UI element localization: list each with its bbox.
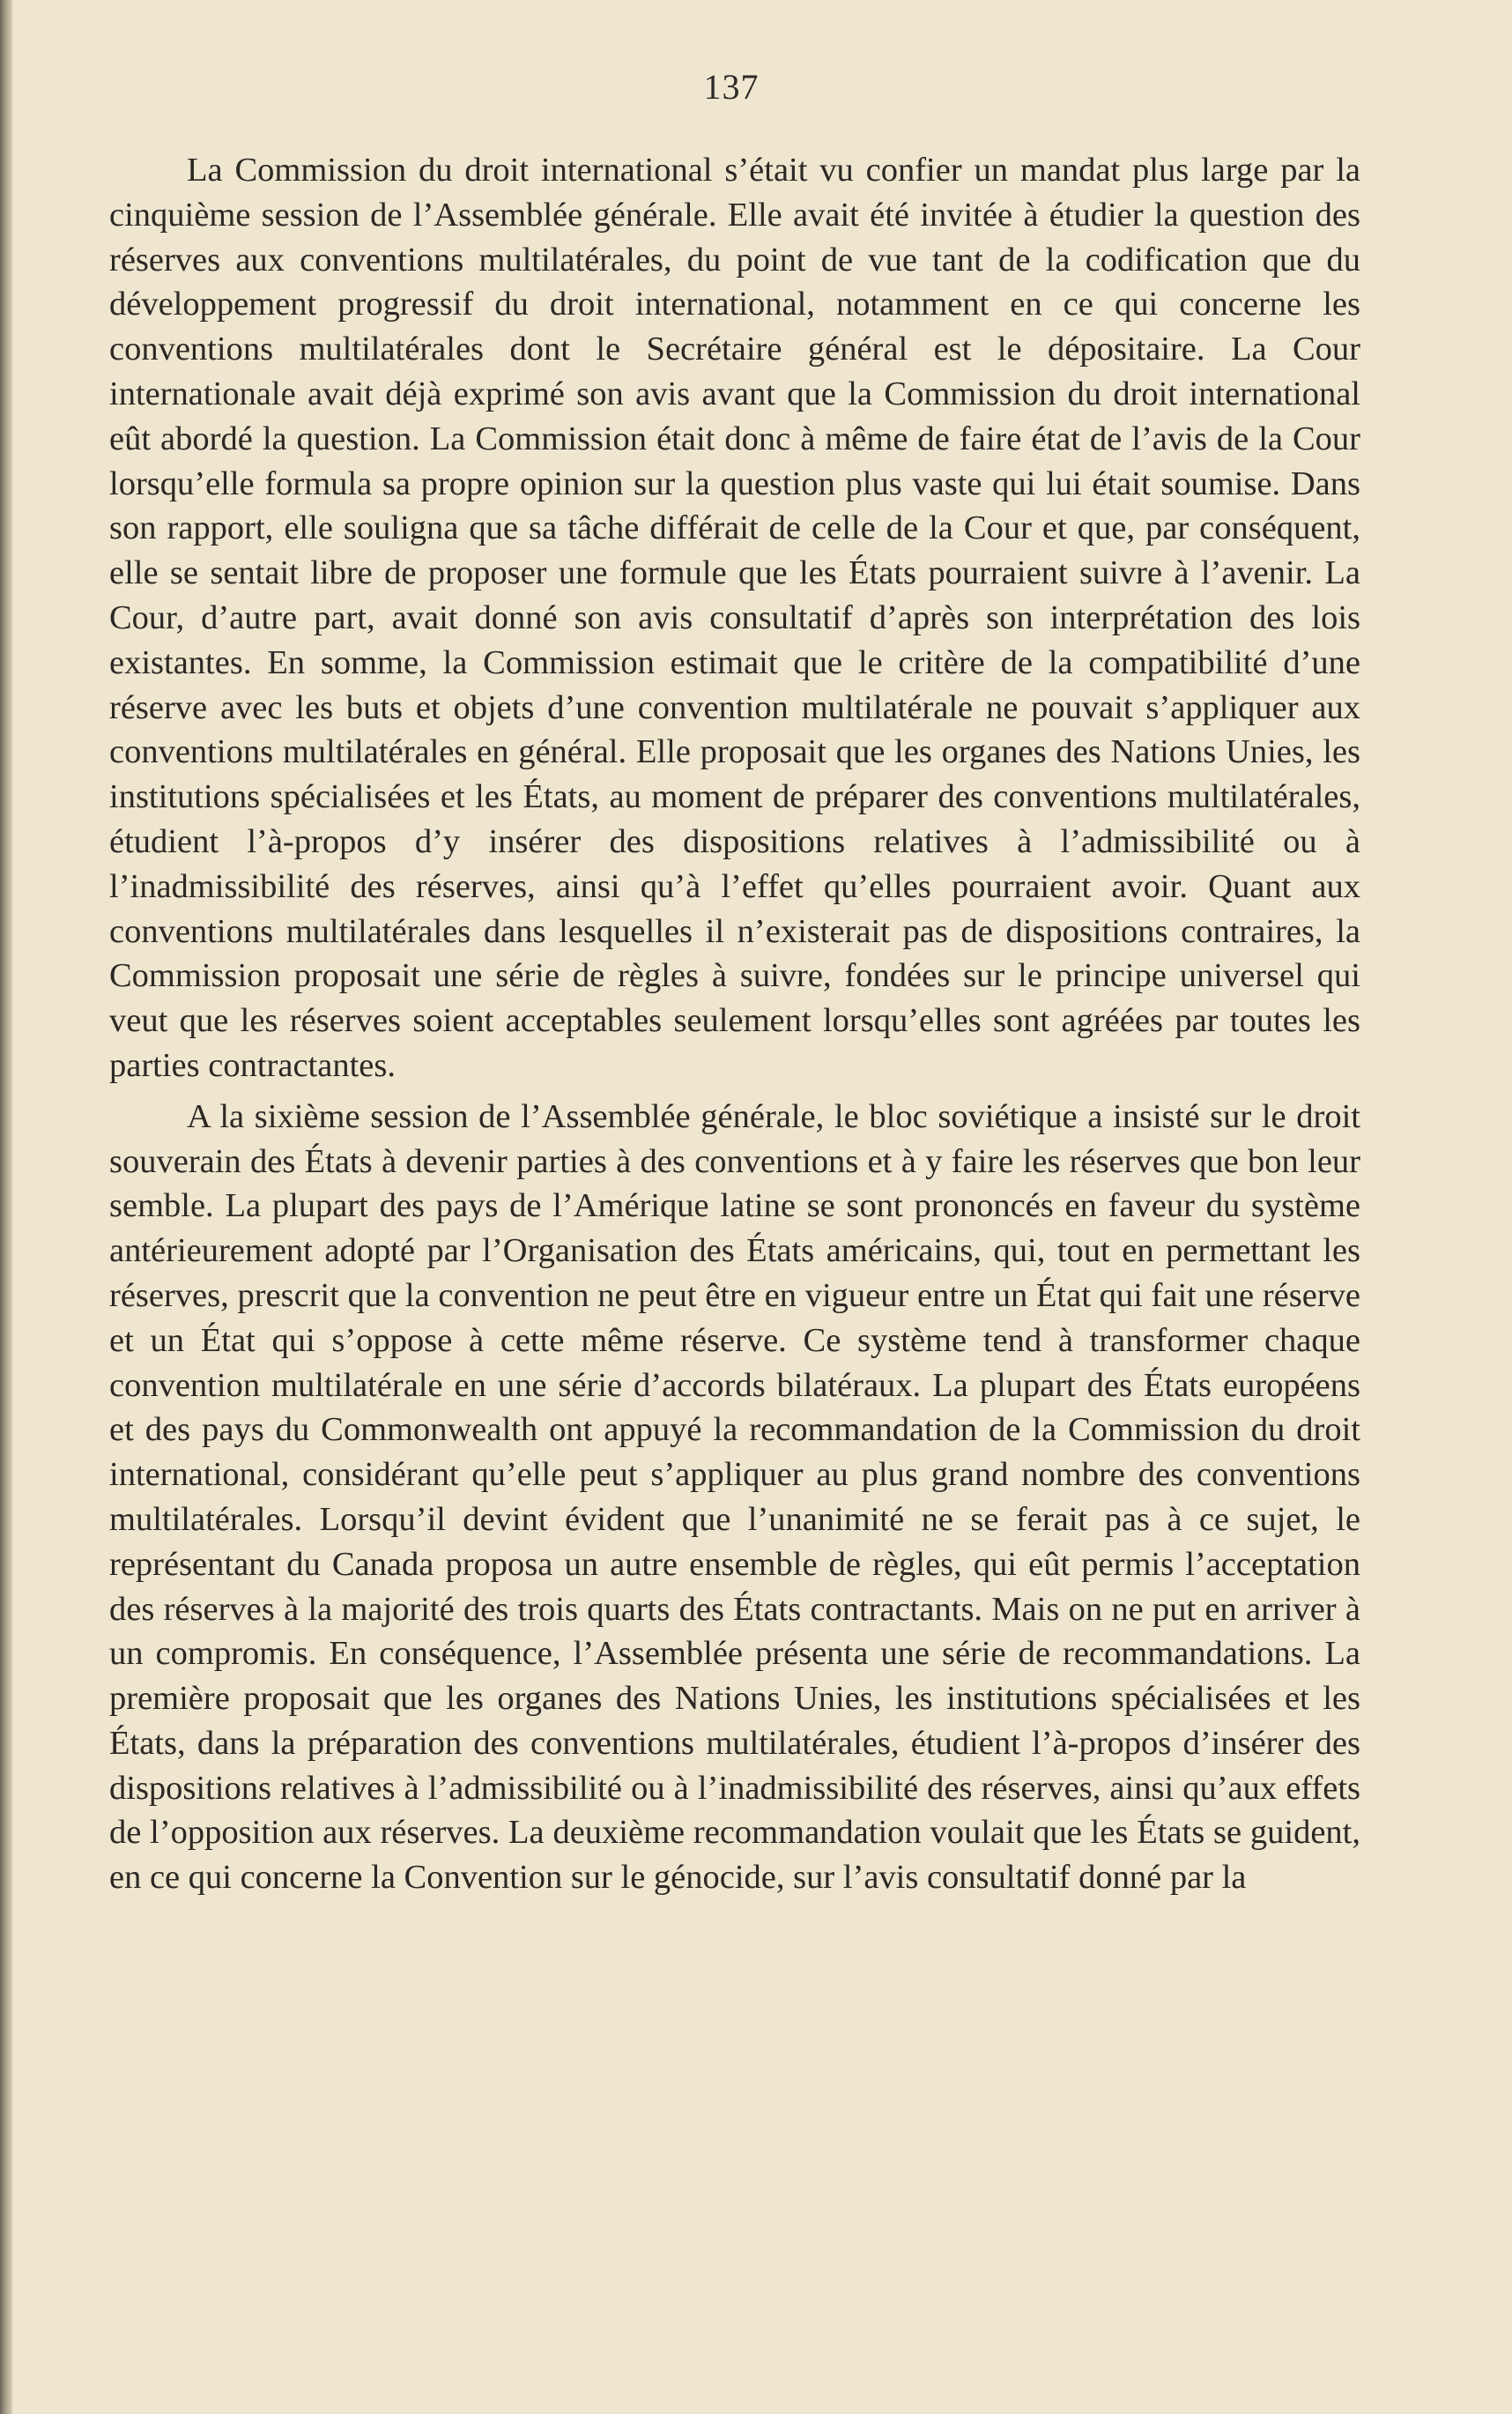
paragraph-sixth-session: A la sixième session de l’Assemblée générale, le bloc soviétique a insisté sur le droit souverain des États à devenir parties à des conventions et à y faire les réserves que bon leur semble. La plupart des pays de l’Amérique latine se sont prononcés en faveur du système antérieurement adopté par l’Organisation des États américains, qui, tout en permettant les réserves, prescrit que la convention ne peut être en vigueur entre un État qui fait une réserve et un État qui s’oppose à cette même réserve. Ce système tend à transformer chaque convention multilatérale en une série d’accords bilatéraux. La plupart des États européens et des pays du Commonwealth ont appuyé la recommandation de la Commission du droit international, considérant qu’elle peut s’appliquer au plus grand nombre des conventions multilatérales. Lorsqu’il devint évident que l’unanimité ne se ferait pas à ce sujet, le représentant du Canada proposa un autre ensemble de règles, qui eût permis l’acceptation des réserves à la majorité des trois quarts des États contractants. Mais on ne put en arriver à un compromis. En conséquence, l’Assemblée présenta une série de recommandations. La première proposait que les organes des Nations Unies, les institutions spécialisées et les États, dans la préparation des conventions multilatérales, étudient l’à-propos d’insérer des dispositions relatives à l’admissibilité ou à l’inadmissibilité des réserves, ainsi qu’aux effets de l’opposition aux réserves. La deuxième recommandation voulait que les États se guident, en ce qui concerne la Convention sur le génocide, sur l’avis consultatif donné par la	[109, 1097, 1360, 1897]
body-text	[109, 148, 1360, 1906]
page-number: 137	[703, 67, 760, 107]
book-spine-shadow	[0, 0, 12, 2414]
paragraph-commission-mandate: La Commission du droit international s’était vu confier un mandat plus large par la cinquième session de l’Assemblée générale. Elle avait été invitée à étudier la question des réserves aux conventions multilatérales, du point de vue tant de la codification que du développement progressif du droit international, notamment en ce qui concerne les conventions multilatérales dont le Secrétaire général est le dépositaire. La Cour internationale avait déjà exprimé son avis avant que la Commission du droit international eût abordé la question. La Commission était donc à même de faire état de l’avis de la Cour lorsqu’elle formula sa propre opinion sur la question plus vaste qui lui était soumise. Dans son rapport, elle souligna que sa tâche différait de celle de la Cour et que, par conséquent, elle se sentait libre de proposer une formule que les États pourraient suivre à l’avenir. La Cour, d’autre part, avait donné son avis consultatif d’après son interprétation des lois existantes. En somme, la Commission estimait que le critère de la compatibilité d’une réserve avec les buts et objets d’une convention multilatérale ne pouvait s’appliquer aux conventions multilatérales en général. Elle proposait que les organes des Nations Unies, les institutions spécialisées et les États, au moment de préparer des conventions multilatérales, étudient l’à-propos d’y insérer des dispositions relatives à l’admissibilité ou à l’inadmissibilité des réserves, ainsi qu’à l’effet qu’elles pourraient avoir. Quant aux conventions multilatérales dans lesquelles il n’existerait pas de dispositions contraires, la Commission proposait une série de règles à suivre, fondées sur le principe universel qui veut que les réserves soient acceptables seulement lorsqu’elles sont agréées par toutes les parties contractantes.	[109, 152, 1360, 1084]
